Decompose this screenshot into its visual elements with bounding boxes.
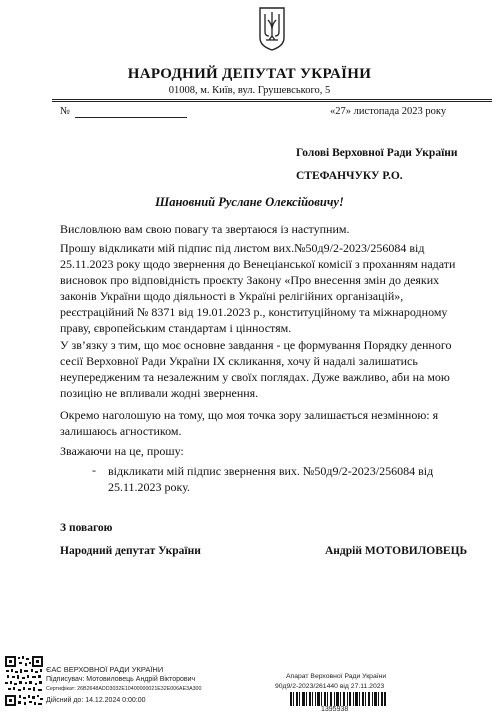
tryzub-icon [258,6,286,52]
addressee-name: СТЕФАНЧУКУ Р.О. [296,170,403,182]
signer-name: Андрій МОТОВИЛОВЕЦЬ [325,545,468,557]
document-number-line [75,117,187,118]
footer-registry-org: Апарат Верховної Ради України [286,673,387,680]
paragraph-request: Прошу відкликати мій підпис під листом вих.№50д9/2-2023/256084 від 25.11.2023 року щодо звернення до Венеціанської комісії з проханням надати висновок про відповідність проєкту Закону «Про внесення змін до деяких законів України щодо діяльності в Україні релігійних організацій», реєстраційний № 8371 від 19.01.2023 р., конституційному та міжнародному праву, європейським стандартам і цінностям. [60,241,456,335]
org-address: 01008, м. Київ, вул. Грушевського, 5 [168,85,331,96]
header-divider [52,99,492,100]
org-title: НАРОДНИЙ ДЕПУТАТ УКРАЇНИ [127,66,372,82]
footer-valid-until: Дійсний до: 14.12.2024 0:00:00 [46,697,146,704]
qr-code-icon [4,655,44,707]
list-item: відкликати мій підпис звернення вих. №50д9/2-2023/256084 від 25.11.2023 року. [108,464,434,494]
footer-registry-number: 90д9/2-2023/261440 від 27.11.2023 [275,683,385,690]
barcode-icon [290,692,386,706]
paragraph-intro: Висловлюю вам свою повагу та звертаюся із наступним. [60,222,350,236]
salutation: Шановний Руслане Олексійовичу! [155,195,344,209]
list-item-bullet: - [92,463,96,477]
footer-certificate: Сертифікат: 26B2648ADD3032E10400000021E32E006AE3A300 [46,686,202,692]
footer-barcode-number: 1395938 [321,706,349,713]
document-date: «27» листопада 2023 року [330,106,447,117]
document-number-label: № [60,106,71,117]
footer-eas-org: ЄАС ВЕРХОВНОЇ РАДИ УКРАЇНИ [46,665,164,674]
addressee-position: Голові Верховної Ради України [296,147,458,159]
paragraph-reason: У зв’язку з тим, що моє основне завдання - це формування Порядку денного сесії Верховної Ради України IX скликання, хочу й надалі залишатись неупередженим та незалежним у своїх поглядах. Дуже важливо, аби на мою позицію не впливали жодні звернення. [60,338,452,400]
signer-title: Народний депутат України [60,545,201,557]
header-divider-2 [52,101,492,102]
closing: З повагою [60,522,113,534]
paragraph-position: Окремо наголошую на тому, що моя точка зору залишається незмінною: я залишаюсь агностиком. [60,408,439,438]
paragraph-lead-in: Зважаючи на це, прошу: [60,444,184,458]
footer-signer: Підписувач: Мотовиловець Андрій Вікторович [46,676,196,683]
